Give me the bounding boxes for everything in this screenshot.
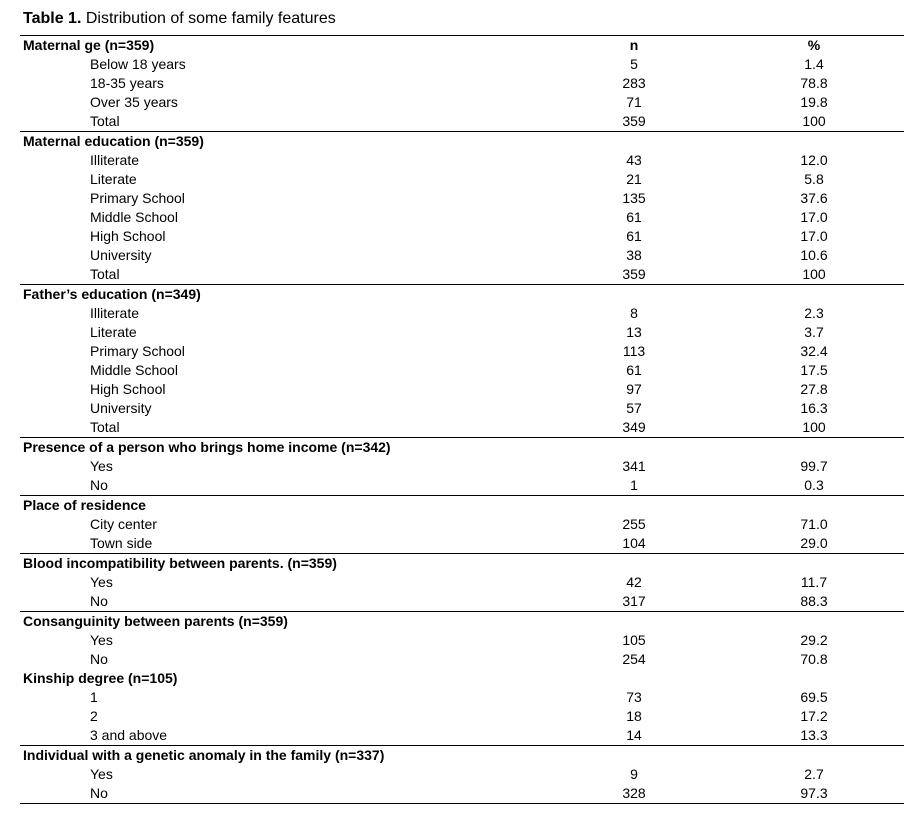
table-row bbox=[20, 631, 904, 650]
row-label: 2 bbox=[90, 708, 98, 724]
section-title: Kinship degree (n=105) bbox=[23, 670, 178, 686]
row-label: Illiterate bbox=[90, 152, 140, 168]
row-n: 97 bbox=[626, 381, 642, 397]
row-n: 113 bbox=[622, 343, 646, 359]
table-row bbox=[20, 323, 904, 342]
row-n: 255 bbox=[622, 516, 646, 532]
table-row bbox=[20, 55, 904, 74]
column-header-pct bbox=[704, 554, 904, 574]
column-header-n bbox=[449, 285, 704, 305]
section-header-row bbox=[20, 132, 904, 152]
row-label: Yes bbox=[90, 574, 113, 590]
row-label: Primary School bbox=[90, 343, 185, 359]
row-label: Yes bbox=[90, 632, 113, 648]
row-label: University bbox=[90, 400, 152, 416]
row-label: Primary School bbox=[90, 190, 185, 206]
row-label: 18-35 years bbox=[90, 75, 164, 91]
row-label: Middle School bbox=[90, 362, 178, 378]
row-pct: 3.7 bbox=[804, 324, 824, 340]
row-label: No bbox=[90, 593, 108, 609]
column-header-n bbox=[449, 612, 704, 632]
row-pct: 11.7 bbox=[800, 574, 828, 590]
row-n: 1 bbox=[630, 477, 638, 493]
table-row bbox=[20, 151, 904, 170]
table-row bbox=[20, 361, 904, 380]
row-label: Yes bbox=[90, 458, 113, 474]
row-pct: 88.3 bbox=[800, 593, 828, 609]
table-row bbox=[20, 457, 904, 476]
row-pct: 2.7 bbox=[804, 766, 824, 782]
row-label: Literate bbox=[90, 171, 137, 187]
row-label: Literate bbox=[90, 324, 137, 340]
table-row bbox=[20, 74, 904, 93]
row-pct: 13.3 bbox=[800, 727, 828, 743]
row-n: 9 bbox=[630, 766, 638, 782]
row-pct: 2.3 bbox=[804, 305, 824, 321]
row-label: Total bbox=[90, 266, 120, 282]
column-header-pct bbox=[704, 438, 904, 458]
row-pct: 29.2 bbox=[800, 632, 828, 648]
row-label: Total bbox=[90, 419, 120, 435]
section-title: Maternal ge (n=359) bbox=[20, 36, 449, 56]
family-features-table bbox=[20, 35, 904, 804]
row-label: Illiterate bbox=[90, 305, 140, 321]
column-header-pct bbox=[704, 612, 904, 632]
table-row bbox=[20, 189, 904, 208]
row-pct: 17.5 bbox=[800, 362, 828, 378]
row-pct: 27.8 bbox=[800, 381, 828, 397]
section-title: Consanguinity between parents (n=359) bbox=[20, 612, 449, 632]
row-pct: 10.6 bbox=[800, 247, 828, 263]
table-row bbox=[20, 227, 904, 246]
table-row bbox=[20, 93, 904, 112]
table-row bbox=[20, 246, 904, 265]
row-n: 71 bbox=[626, 94, 642, 110]
row-n: 359 bbox=[622, 266, 646, 282]
column-header-pct bbox=[704, 496, 904, 516]
row-pct: 19.8 bbox=[800, 94, 828, 110]
column-header-n bbox=[449, 438, 704, 458]
row-n: 14 bbox=[626, 727, 642, 743]
row-n: 21 bbox=[626, 171, 642, 187]
table-row bbox=[20, 399, 904, 418]
row-label: Yes bbox=[90, 766, 113, 782]
column-header-n bbox=[449, 496, 704, 516]
row-pct: 12.0 bbox=[800, 152, 828, 168]
row-label: 1 bbox=[90, 689, 98, 705]
table-row bbox=[20, 726, 904, 746]
table-row bbox=[20, 304, 904, 323]
row-n: 349 bbox=[622, 419, 646, 435]
row-label: University bbox=[90, 247, 152, 263]
row-label: High School bbox=[90, 228, 166, 244]
table-row bbox=[20, 592, 904, 612]
row-n: 254 bbox=[622, 651, 646, 667]
column-header-pct: % bbox=[704, 36, 904, 56]
section-header-row bbox=[20, 496, 904, 516]
section-header-row bbox=[20, 746, 904, 766]
column-header-pct bbox=[704, 669, 904, 688]
row-label: No bbox=[90, 651, 108, 667]
table-row bbox=[20, 418, 904, 438]
row-pct: 71.0 bbox=[800, 516, 828, 532]
row-pct: 0.3 bbox=[804, 477, 824, 493]
row-pct: 1.4 bbox=[804, 56, 824, 72]
row-n: 73 bbox=[626, 689, 642, 705]
section-header-row bbox=[20, 612, 904, 632]
table-body bbox=[20, 36, 904, 804]
row-pct: 16.3 bbox=[800, 400, 828, 416]
table-row bbox=[20, 573, 904, 592]
row-n: 61 bbox=[626, 362, 642, 378]
table-row bbox=[20, 515, 904, 534]
row-pct: 5.8 bbox=[804, 171, 824, 187]
row-n: 61 bbox=[626, 228, 642, 244]
row-n: 104 bbox=[622, 535, 646, 551]
section-header-row bbox=[20, 285, 904, 305]
row-pct: 70.8 bbox=[800, 651, 828, 667]
row-n: 5 bbox=[630, 56, 638, 72]
section-title: Maternal education (n=359) bbox=[20, 132, 449, 152]
section-header-row bbox=[20, 36, 904, 56]
row-pct: 32.4 bbox=[800, 343, 828, 359]
row-pct: 17.2 bbox=[800, 708, 828, 724]
row-pct: 17.0 bbox=[800, 228, 828, 244]
table-row bbox=[20, 765, 904, 784]
column-header-n bbox=[449, 746, 704, 766]
table-row bbox=[20, 170, 904, 189]
table-row bbox=[20, 707, 904, 726]
table-row bbox=[20, 650, 904, 669]
table-caption bbox=[23, 9, 336, 29]
row-label: Town side bbox=[90, 535, 153, 551]
row-pct: 37.6 bbox=[800, 190, 828, 206]
row-pct: 69.5 bbox=[800, 689, 828, 705]
section-title: Place of residence bbox=[20, 496, 449, 516]
column-header-n bbox=[449, 132, 704, 152]
section-title: Father’s education (n=349) bbox=[20, 285, 449, 305]
table-row bbox=[20, 534, 904, 554]
row-n: 328 bbox=[449, 784, 704, 804]
row-pct: 100 bbox=[802, 419, 826, 435]
row-n: 283 bbox=[622, 75, 646, 91]
row-pct: 99.7 bbox=[800, 458, 828, 474]
row-label: City center bbox=[90, 516, 157, 532]
row-n: 317 bbox=[622, 593, 646, 609]
column-header-n bbox=[449, 669, 704, 688]
row-pct: 100 bbox=[802, 113, 826, 129]
table-row bbox=[20, 342, 904, 361]
row-n: 8 bbox=[630, 305, 638, 321]
table-row bbox=[20, 112, 904, 132]
row-n: 135 bbox=[622, 190, 646, 206]
table-row bbox=[20, 784, 904, 804]
row-pct: 100 bbox=[802, 266, 826, 282]
table-row bbox=[20, 476, 904, 496]
table-row bbox=[20, 208, 904, 227]
section-header-row bbox=[20, 438, 904, 458]
caption-label: Table 1. bbox=[23, 10, 82, 27]
row-pct: 78.8 bbox=[800, 75, 828, 91]
row-pct: 29.0 bbox=[800, 535, 828, 551]
column-header-pct bbox=[704, 285, 904, 305]
row-n: 42 bbox=[626, 574, 642, 590]
row-n: 43 bbox=[626, 152, 642, 168]
section-header-row bbox=[20, 554, 904, 574]
row-n: 13 bbox=[626, 324, 642, 340]
row-label: Total bbox=[90, 113, 120, 129]
row-n: 341 bbox=[622, 458, 646, 474]
column-header-n bbox=[449, 554, 704, 574]
row-label: 3 and above bbox=[90, 727, 168, 743]
table-row bbox=[20, 380, 904, 399]
row-n: 61 bbox=[626, 209, 642, 225]
caption-text: Distribution of some family features bbox=[81, 10, 336, 27]
row-n: 18 bbox=[626, 708, 642, 724]
row-n: 57 bbox=[626, 400, 642, 416]
row-label: Middle School bbox=[90, 209, 178, 225]
row-n: 38 bbox=[626, 247, 642, 263]
table-row bbox=[20, 688, 904, 707]
section-title: Blood incompatibility between parents. (n=359) bbox=[20, 554, 449, 574]
row-n: 105 bbox=[622, 632, 646, 648]
row-label: Over 35 years bbox=[90, 94, 178, 110]
row-label: High School bbox=[90, 381, 166, 397]
row-label: Below 18 years bbox=[90, 56, 186, 72]
column-header-n: n bbox=[449, 36, 704, 56]
section-title: Presence of a person who brings home income (n=342) bbox=[20, 438, 449, 458]
row-label: No bbox=[90, 477, 108, 493]
column-header-pct bbox=[704, 132, 904, 152]
column-header-pct bbox=[704, 746, 904, 766]
row-pct: 97.3 bbox=[704, 784, 904, 804]
section-header-row bbox=[20, 669, 904, 688]
section-title: Individual with a genetic anomaly in the family (n=337) bbox=[20, 746, 449, 766]
row-n: 359 bbox=[622, 113, 646, 129]
table-row bbox=[20, 265, 904, 285]
row-label: No bbox=[20, 784, 449, 804]
row-pct: 17.0 bbox=[800, 209, 828, 225]
